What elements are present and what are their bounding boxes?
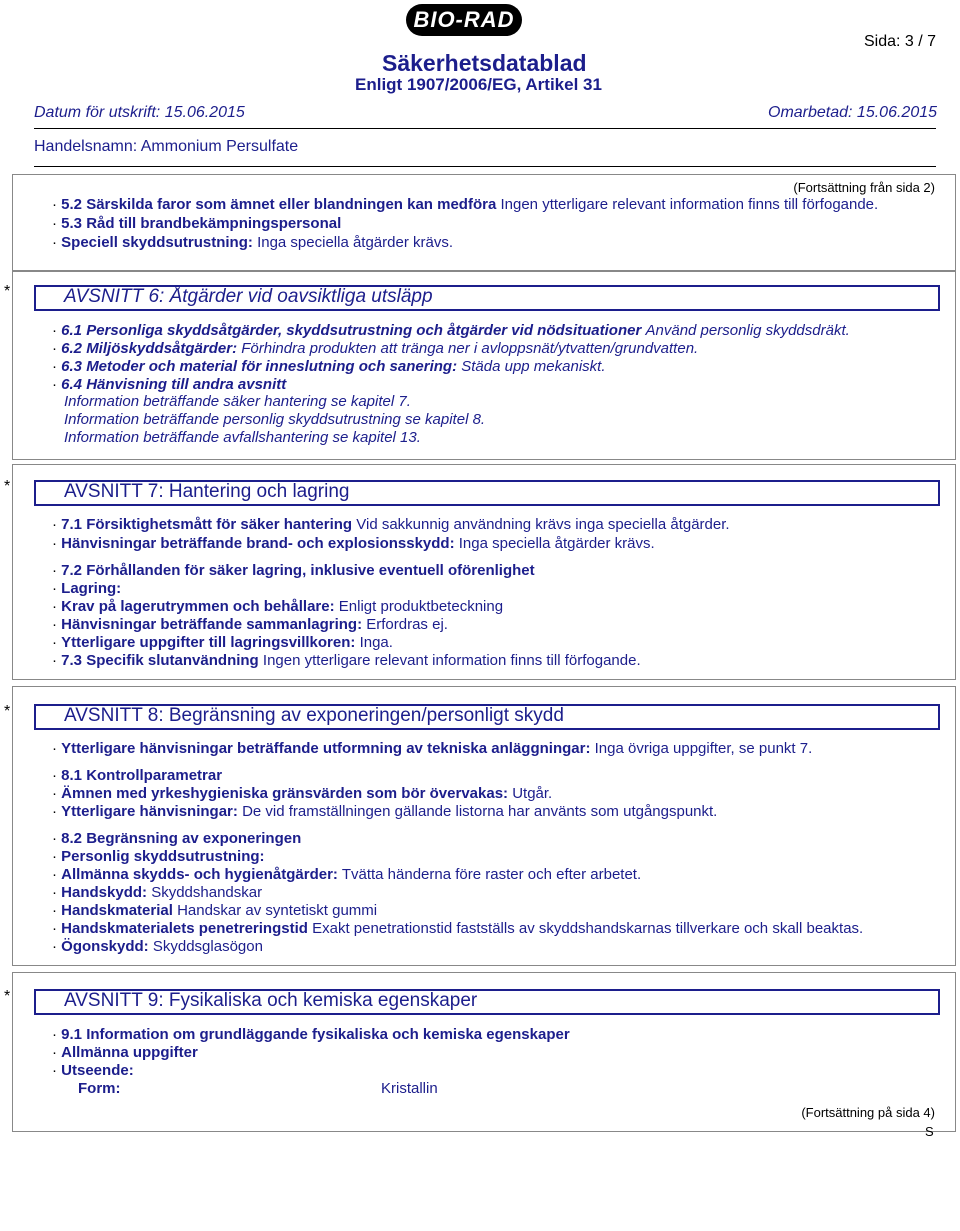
section-7-title: AVSNITT 7: Hantering och lagring [64,481,350,502]
change-marker: * [4,988,11,1005]
s5-line-3: · Speciell skyddsutrustning: Inga speciella åtgärder krävs. [52,234,453,251]
continued-from: (Fortsättning från sida 2) [793,180,935,195]
s7-line-6: · Hänvisningar beträffande sammanlagring: Erfordras ej. [52,616,448,633]
s5-line-2: · 5.3 Råd till brandbekämpningspersonal [52,215,342,232]
header-divider [34,128,936,129]
s6-line-3: · 6.3 Metoder och material för inneslutning och sanering: Städa upp mekaniskt. [52,358,606,375]
change-marker: * [4,703,11,720]
s7-line-3: · 7.2 Förhållanden för säker lagring, inklusive eventuell oförenlighet [52,562,535,579]
s7-line-1: · 7.1 Försiktighetsmått för säker hantering Vid sakkunnig användning krävs inga speciella åtgärder. [52,516,730,533]
s8-line-11: · Ögonskydd: Skyddsglasögon [52,938,263,955]
document-title: Säkerhetsdatablad [382,50,587,76]
change-marker: * [4,283,11,300]
trade-name: Handelsnamn: Ammonium Persulfate [34,138,299,155]
s6-line-7: Information beträffande avfallshantering se kapitel 13. [64,429,421,446]
s7-line-2: · Hänvisningar beträffande brand- och explosionsskydd: Inga speciella åtgärder krävs. [52,535,655,552]
section-6-title: AVSNITT 6: Åtgärder vid oavsiktliga utsläpp [64,286,433,307]
section-8-title: AVSNITT 8: Begränsning av exponeringen/personligt skydd [64,705,564,726]
continued-to: (Fortsättning på sida 4) [801,1105,935,1120]
page-number: Sida: 3 / 7 [864,33,937,50]
s6-line-6: Information beträffande personlig skyddsutrustning se kapitel 8. [64,411,486,428]
s7-line-8: · 7.3 Specifik slutanvändning Ingen ytterligare relevant information finns till förfogande. [52,652,641,669]
revised-date: Omarbetad: 15.06.2015 [768,104,938,121]
s9-line-4-label: Form: [78,1080,121,1097]
change-marker: * [4,478,11,495]
s6-line-4: · 6.4 Hänvisning till andra avsnitt [52,376,287,393]
s5-line-1: · 5.2 Särskilda faror som ämnet eller blandningen kan medföra Ingen ytterligare relevant information finns till förfogande. [52,196,879,213]
s7-line-4: · Lagring: [52,580,122,597]
s8-line-5: · 8.2 Begränsning av exponeringen [52,830,302,847]
footer-mark: S [925,1124,934,1139]
s6-line-1: · 6.1 Personliga skyddsåtgärder, skyddsutrustning och åtgärder vid nödsituationer Använd personlig skyddsdräkt. [52,322,850,339]
document-subtitle: Enligt 1907/2006/EG, Artikel 31 [355,75,602,94]
s8-line-1: · Ytterligare hänvisningar beträffande utformning av tekniska anläggningar: Inga övriga uppgifter, se punkt 7. [52,740,813,757]
s7-line-5: · Krav på lagerutrymmen och behållare: Enligt produktbeteckning [52,598,504,615]
print-date: Datum för utskrift: 15.06.2015 [34,104,245,121]
bio-rad-logo: BIO-RAD [406,4,522,36]
section-9-title: AVSNITT 9: Fysikaliska och kemiska egenskaper [64,990,478,1011]
s7-line-7: · Ytterligare uppgifter till lagringsvillkoren: Inga. [52,634,393,651]
s9-line-3: · Utseende: [52,1062,134,1079]
s9-line-2: · Allmänna uppgifter [52,1044,198,1061]
s8-line-3: · Ämnen med yrkeshygieniska gränsvärden som bör övervakas: Utgår. [52,785,553,802]
s8-line-4: · Ytterligare hänvisningar: De vid framställningen gällande listorna har använts som utgångspunkt. [52,803,718,820]
s8-line-8: · Handskydd: Skyddshandskar [52,884,263,901]
s8-line-7: · Allmänna skydds- och hygienåtgärder: Tvätta händerna före raster och efter arbetet. [52,866,642,883]
s9-line-4-value: Kristallin [381,1080,438,1097]
s6-line-2: · 6.2 Miljöskyddsåtgärder: Förhindra produkten att tränga ner i avloppsnät/ytvatten/grundvatten. [52,340,699,357]
s8-line-9: · Handskmaterial Handskar av syntetiskt gummi [52,902,378,919]
s8-line-6: · Personlig skyddsutrustning: [52,848,265,865]
header-divider-2 [34,166,936,167]
s6-line-5: Information beträffande säker hantering se kapitel 7. [64,393,411,410]
s9-line-1: · 9.1 Information om grundläggande fysikaliska och kemiska egenskaper [52,1026,570,1043]
s8-line-10: · Handskmaterialets penetreringstid Exakt penetrationstid fastställs av skyddshandskarnas tillverkare och skall beaktas. [52,920,864,937]
s8-line-2: · 8.1 Kontrollparametrar [52,767,223,784]
